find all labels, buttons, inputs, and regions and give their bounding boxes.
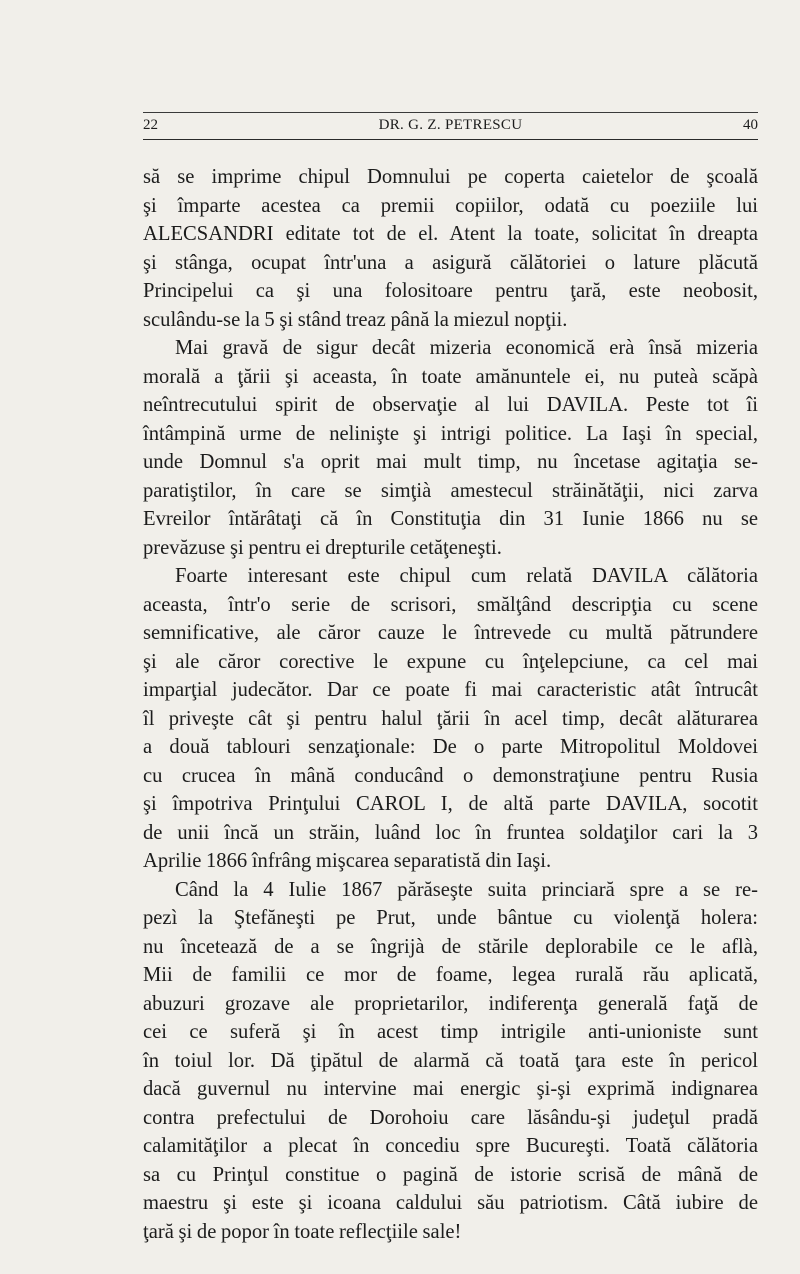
paragraph-first-line: Mai gravă de sigur decât mizeria economică erà însă mizeria	[175, 337, 758, 359]
text-line: imparţial judecător. Dar ce poate fi mai caracteristic atât întrucât	[143, 679, 758, 701]
text-line: paratiştilor, în care se simţià amestecul străinătăţii, nici zarva	[143, 479, 758, 502]
text-line: Aprilie 1866 înfrâng mişcarea separatistă din Iaşi.	[143, 850, 552, 872]
text-line: ALECSANDRI editate tot de el. Atent la toate, solicitat în dreapta	[143, 223, 758, 245]
text-line: cei ce suferă şi în acest timp intrigile anti-unioniste sunt	[143, 1021, 758, 1043]
text-line: nu încetează de a se îngrijà de stările deplorabile ce le aflà,	[143, 935, 758, 958]
body-text	[143, 163, 758, 1246]
text-line: unde Domnul s'a oprit mai mult timp, nu încetase agitaţia se-	[143, 451, 758, 473]
text-line: Principelui ca şi una folositoare pentru ţară, este neobosit,	[143, 280, 758, 302]
text-line: neîntrecutului spirit de observaţie al lui DAVILA. Peste tot îi	[143, 394, 758, 416]
text-line: şi împotriva Prinţului CAROL I, de altă parte DAVILA, socotit	[143, 793, 758, 815]
paragraph-first-line: Când la 4 Iulie 1867 părăseşte suita princiară spre a se re-	[175, 878, 758, 901]
text-line: abuzuri grozave ale proprietarilor, indiferenţa generală faţă de	[143, 992, 758, 1015]
text-line: şi împarte acestea ca premii copiilor, odată cu poeziile lui	[143, 194, 758, 217]
text-line: sculându-se la 5 şi stând treaz până la miezul nopţii.	[143, 308, 568, 331]
text-line: dacă guvernul nu intervine mai energic şi-şi exprimă indignarea	[143, 1078, 758, 1100]
text-line: şi ale căror corective le expune cu înţelepciune, ca cel mai	[143, 650, 758, 673]
text-line: cu crucea în mână conducând o demonstraţiune pentru Rusia	[143, 764, 758, 787]
text-line: de unii încă un străin, luând loc în fruntea soldaţilor cari la 3	[143, 821, 758, 844]
text-line: maestru şi este şi icoana caldului său patriotism. Câtă iubire de	[143, 1192, 758, 1214]
text-line: să se imprime chipul Domnului pe coperta caietelor de şcoală	[143, 166, 758, 188]
text-line: şi stânga, ocupat într'una a asigură călătoriei o lature plăcută	[143, 251, 758, 274]
text-line: pezì la Ştefăneşti pe Prut, unde bântue cu violenţă holera:	[143, 907, 758, 929]
page-number-left: 22	[143, 117, 158, 133]
paragraph-first-line: Foarte interesant este chipul cum relată DAVILA călătoria	[175, 565, 758, 587]
text-line: ţară şi de popor în toate reflecţiile sale!	[143, 1220, 462, 1243]
text-line: aceasta, într'o serie de scrisori, smălţând descripţia cu scene	[143, 593, 758, 616]
page-number-right: 40	[743, 117, 758, 133]
text-line: Mii de familii ce mor de foame, legea rurală rău aplicată,	[143, 964, 758, 986]
running-header	[143, 112, 758, 140]
text-line: a două tablouri senzaţionale: De o parte Mitropolitul Moldovei	[143, 736, 758, 758]
text-line: în toiul lor. Dă ţipătul de alarmă că toată ţara este în pericol	[143, 1049, 758, 1072]
running-title: DR. G. Z. PETRESCU	[378, 117, 523, 133]
text-line: întâmpină urme de nelinişte şi intrigi politice. La Iaşi în special,	[143, 422, 758, 445]
text-line: calamităţilor a plecat în concediu spre Bucureşti. Toată călătoria	[143, 1135, 758, 1157]
text-line: Evreilor întărâtaţi că în Constituţia din 31 Iunie 1866 nu se	[143, 508, 758, 530]
text-line: semnificative, ale căror cauze le întrevede cu multă pătrundere	[143, 622, 758, 644]
text-line: sa cu Prinţul constitue o pagină de istorie scrisă de mână de	[143, 1163, 758, 1186]
text-line: morală a ţării şi aceasta, în toate amănuntele ei, nu puteà scăpà	[143, 365, 758, 388]
text-line: contra prefectului de Dorohoiu care lăsându-şi judeţul pradă	[143, 1106, 758, 1129]
text-line: îl priveşte cât şi pentru halul ţării în acel timp, decât alăturarea	[143, 707, 758, 730]
text-line: prevăzuse şi pentru ei drepturile cetăţeneşti.	[143, 536, 502, 559]
